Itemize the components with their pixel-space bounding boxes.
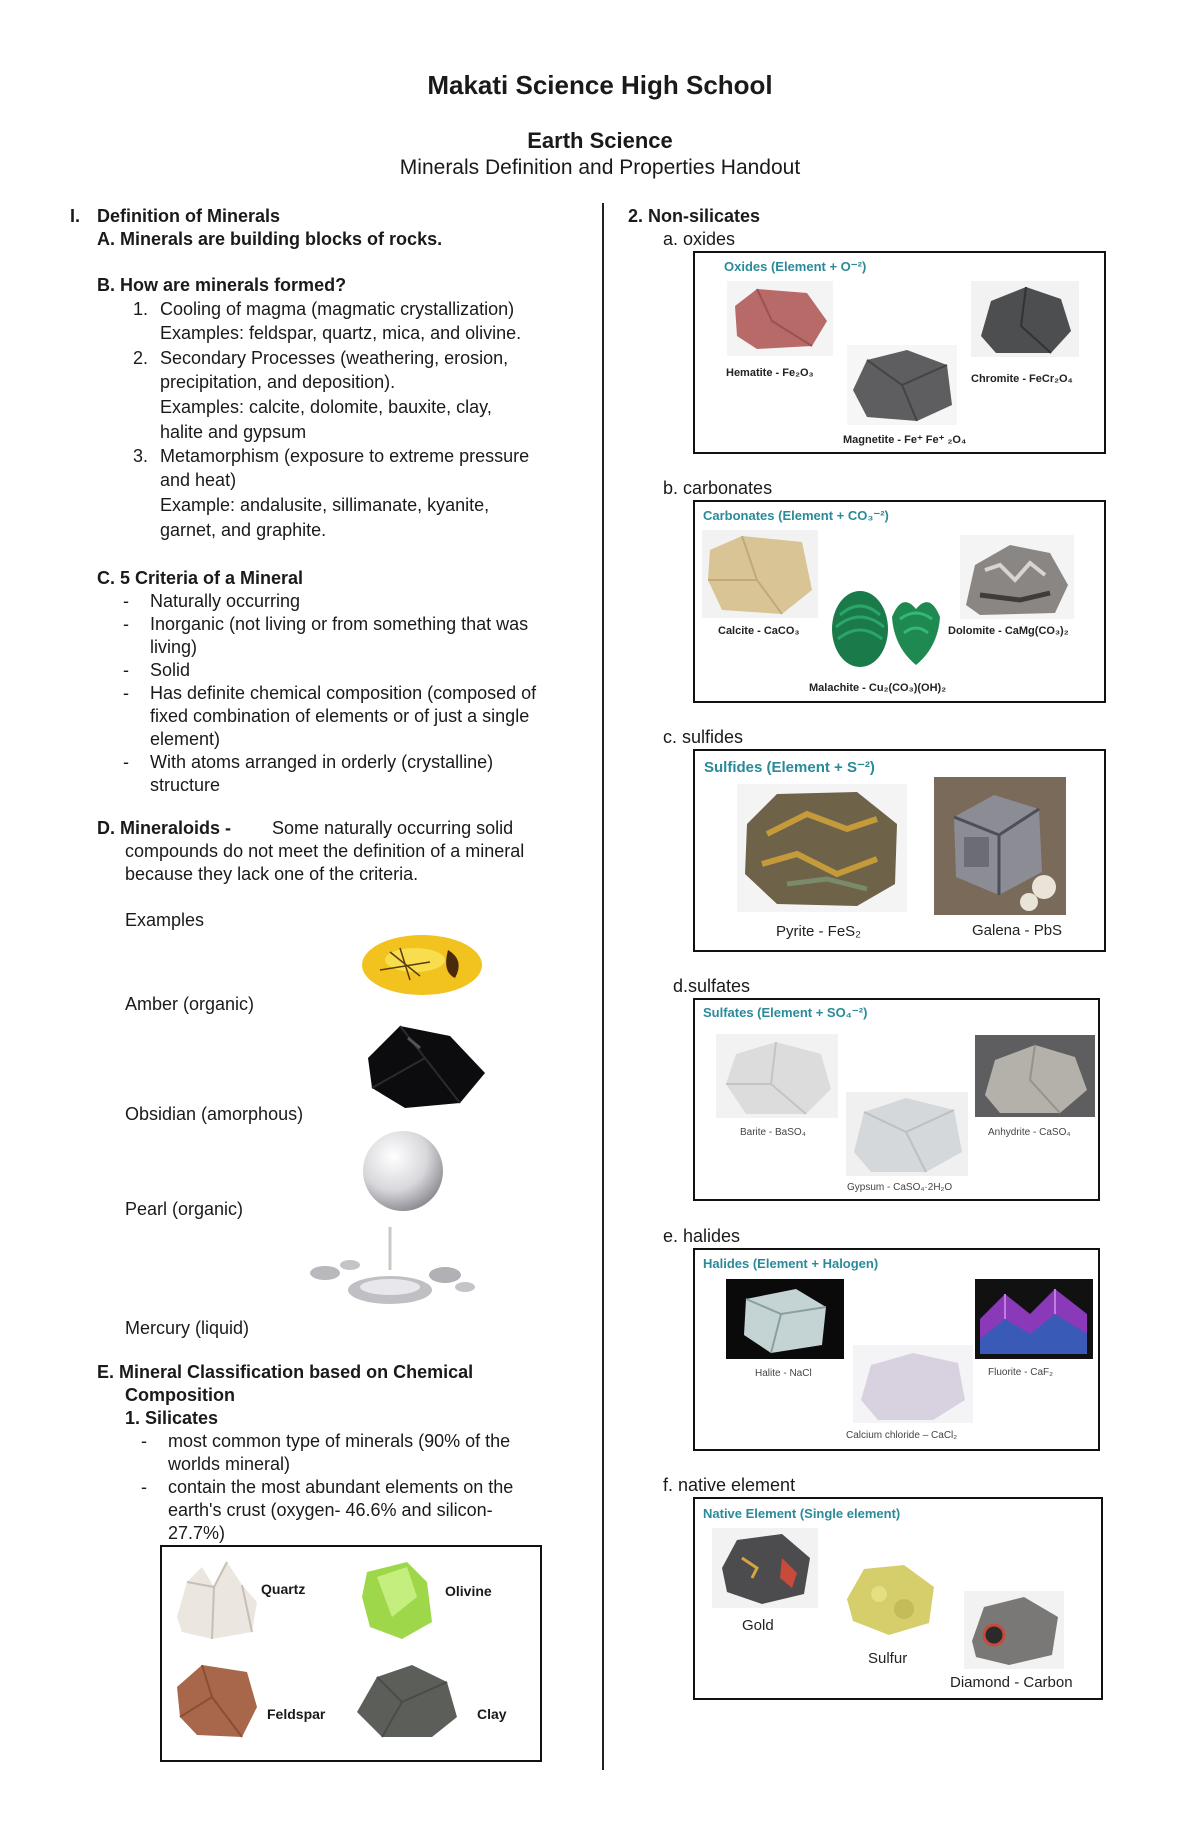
c-item: Solid: [150, 660, 191, 680]
barite-image: [716, 1034, 838, 1118]
oxides-title: Oxides (Element + O⁻²): [724, 259, 867, 274]
c-bullet: -: [123, 683, 129, 703]
magnetite-image: [847, 345, 957, 425]
c-bullet: -: [123, 614, 129, 634]
silicates-item: 27.7%): [168, 1523, 226, 1543]
halite-caption: Halite - NaCl: [755, 1368, 812, 1379]
pyrite-image: [737, 784, 907, 912]
anhydrite-caption: Anhydrite - CaSO₄: [988, 1127, 1071, 1138]
mineraloid-pearl: Pearl (organic): [125, 1199, 244, 1219]
section-e-title-1: E. Mineral Classification based on Chemical: [97, 1362, 474, 1382]
quartz-caption: Quartz: [261, 1581, 306, 1597]
pearl-image: [358, 1128, 448, 1218]
examples-label: Examples: [125, 910, 205, 930]
b-item-3-num: 3.: [133, 446, 149, 466]
section-1-title: Definition of Minerals: [97, 206, 281, 226]
halides-label: e. halides: [663, 1226, 741, 1246]
halides-title: Halides (Element + Halogen): [703, 1256, 879, 1271]
sulfides-box: [693, 749, 1106, 952]
silicates-item: contain the most abundant elements on the: [168, 1477, 514, 1497]
calcite-image: [702, 530, 818, 618]
silicates-bullet: -: [141, 1477, 147, 1497]
section-d-text-2: compounds do not meet the definition of a mineral: [125, 841, 525, 861]
native-title: Native Element (Single element): [703, 1506, 901, 1521]
b-item-2-line1: Secondary Processes (weathering, erosion,: [160, 348, 509, 368]
silicates-image-box: [160, 1545, 542, 1762]
gypsum-image: [846, 1092, 968, 1176]
native-label: f. native element: [663, 1475, 796, 1495]
carbonates-label: b. carbonates: [663, 478, 773, 498]
chromite-image: [971, 281, 1079, 357]
c-bullet: -: [123, 660, 129, 680]
sulfides-title: Sulfides (Element + S⁻²): [704, 759, 875, 776]
b-item-2-num: 2.: [133, 348, 149, 368]
magnetite-caption: Magnetite - Fe⁺ Fe⁺ ₂O₄: [843, 434, 967, 446]
diamond-image: [964, 1591, 1064, 1669]
section-e-title-2: Composition: [125, 1385, 235, 1405]
calcium-chloride-image: [853, 1345, 973, 1423]
oxides-label: a. oxides: [663, 229, 736, 249]
non-silicates-title: 2. Non-silicates: [628, 206, 761, 226]
mineraloid-mercury: Mercury (liquid): [125, 1318, 250, 1338]
sulfides-label: c. sulfides: [663, 727, 744, 747]
calcite-caption: Calcite - CaCO₃: [718, 625, 800, 637]
mercury-image: [295, 1225, 480, 1315]
b-item-2-line3: Examples: calcite, dolomite, bauxite, clay,: [160, 397, 492, 417]
section-d-text-1: Some naturally occurring solid: [272, 818, 514, 838]
c-item: living): [150, 637, 198, 657]
b-item-3-line1: Metamorphism (exposure to extreme pressure: [160, 446, 530, 466]
carbonates-title: Carbonates (Element + CO₃⁻²): [703, 508, 889, 523]
amber-image: [360, 930, 485, 1000]
column-divider: [602, 203, 604, 1770]
section-d-text-3: because they lack one of the criteria.: [125, 864, 419, 884]
section-c-title: C. 5 Criteria of a Mineral: [97, 568, 304, 588]
b-item-3-line2: and heat): [160, 470, 237, 490]
mineraloid-amber: Amber (organic): [125, 994, 255, 1014]
c-item: structure: [150, 775, 221, 795]
pyrite-caption: Pyrite - FeS₂: [776, 923, 862, 940]
school-name: Makati Science High School: [427, 70, 773, 100]
c-item: Has definite chemical composition (composed of: [150, 683, 537, 703]
b-item-1-line2: Examples: feldspar, quartz, mica, and olivine.: [160, 323, 522, 343]
c-item: Inorganic (not living or from something that was: [150, 614, 529, 634]
subject-title: Earth Science: [527, 128, 673, 153]
b-item-3-line4: garnet, and graphite.: [160, 520, 327, 540]
b-item-2-line2: precipitation, and deposition).: [160, 372, 396, 392]
malachite-caption: Malachite - Cu₂(CO₃)(OH)₂: [809, 682, 947, 694]
malachite-image: [828, 587, 946, 672]
diamond-caption: Diamond - Carbon: [950, 1674, 1073, 1691]
mineraloid-obsidian: Obsidian (amorphous): [125, 1104, 304, 1124]
c-item: Naturally occurring: [150, 591, 301, 611]
section-1-number: I.: [70, 206, 81, 226]
handout-title: Minerals Definition and Properties Handout: [399, 156, 801, 179]
halides-box: [693, 1248, 1100, 1451]
dolomite-image: [960, 535, 1074, 619]
silicates-item: most common type of minerals (90% of the: [168, 1431, 511, 1451]
section-d-title: D. Mineraloids -: [97, 818, 232, 838]
c-item: fixed combination of elements or of just a single: [150, 706, 530, 726]
b-item-1-line1: Cooling of magma (magmatic crystallization): [160, 299, 515, 319]
sulfates-label: d.sulfates: [673, 976, 751, 996]
native-box: [693, 1497, 1103, 1700]
obsidian-image: [360, 1018, 490, 1113]
halite-image: [726, 1279, 844, 1359]
sulfur-image: [839, 1559, 943, 1639]
clay-image: [352, 1657, 462, 1742]
section-b-title: B. How are minerals formed?: [97, 275, 347, 295]
dolomite-caption: Dolomite - CaMg(CO₃)₂: [948, 625, 1069, 637]
carbonates-box: [693, 500, 1106, 703]
b-item-3-line3: Example: andalusite, sillimanate, kyanite,: [160, 495, 490, 515]
fluorite-caption: Fluorite - CaF₂: [988, 1367, 1054, 1378]
b-item-1-num: 1.: [133, 299, 149, 319]
c-item: element): [150, 729, 221, 749]
c-bullet: -: [123, 752, 129, 772]
oxides-box: [693, 251, 1106, 454]
sulfur-caption: Sulfur: [868, 1650, 908, 1667]
feldspar-caption: Feldspar: [267, 1706, 326, 1722]
gold-image: [712, 1528, 818, 1608]
olivine-caption: Olivine: [445, 1583, 492, 1599]
clay-caption: Clay: [477, 1706, 507, 1722]
quartz-image: [172, 1557, 262, 1642]
silicates-bullet: -: [141, 1431, 147, 1451]
fluorite-image: [975, 1279, 1093, 1359]
c-item: With atoms arranged in orderly (crystalline): [150, 752, 494, 772]
gold-caption: Gold: [742, 1617, 774, 1634]
hematite-caption: Hematite - Fe₂O₃: [726, 367, 814, 379]
sulfates-box: [693, 998, 1100, 1201]
c-bullet: -: [123, 591, 129, 611]
b-item-2-line4: halite and gypsum: [160, 422, 307, 442]
galena-caption: Galena - PbS: [972, 922, 1063, 939]
anhydrite-image: [975, 1035, 1095, 1117]
silicates-item: earth's crust (oxygen- 46.6% and silicon-: [168, 1500, 493, 1520]
galena-image: [934, 777, 1066, 915]
barite-caption: Barite - BaSO₄: [740, 1127, 806, 1138]
feldspar-image: [172, 1657, 262, 1742]
calcium-chloride-caption: Calcium chloride – CaCl₂: [846, 1430, 958, 1441]
silicates-title: 1. Silicates: [125, 1408, 219, 1428]
hematite-image: [727, 281, 833, 356]
sulfates-title: Sulfates (Element + SO₄⁻²): [703, 1005, 868, 1020]
olivine-image: [352, 1557, 442, 1642]
chromite-caption: Chromite - FeCr₂O₄: [971, 373, 1073, 385]
gypsum-caption: Gypsum - CaSO₄·2H₂O: [847, 1182, 953, 1193]
silicates-item: worlds mineral): [168, 1454, 291, 1474]
section-a: A. Minerals are building blocks of rocks.: [97, 229, 443, 249]
